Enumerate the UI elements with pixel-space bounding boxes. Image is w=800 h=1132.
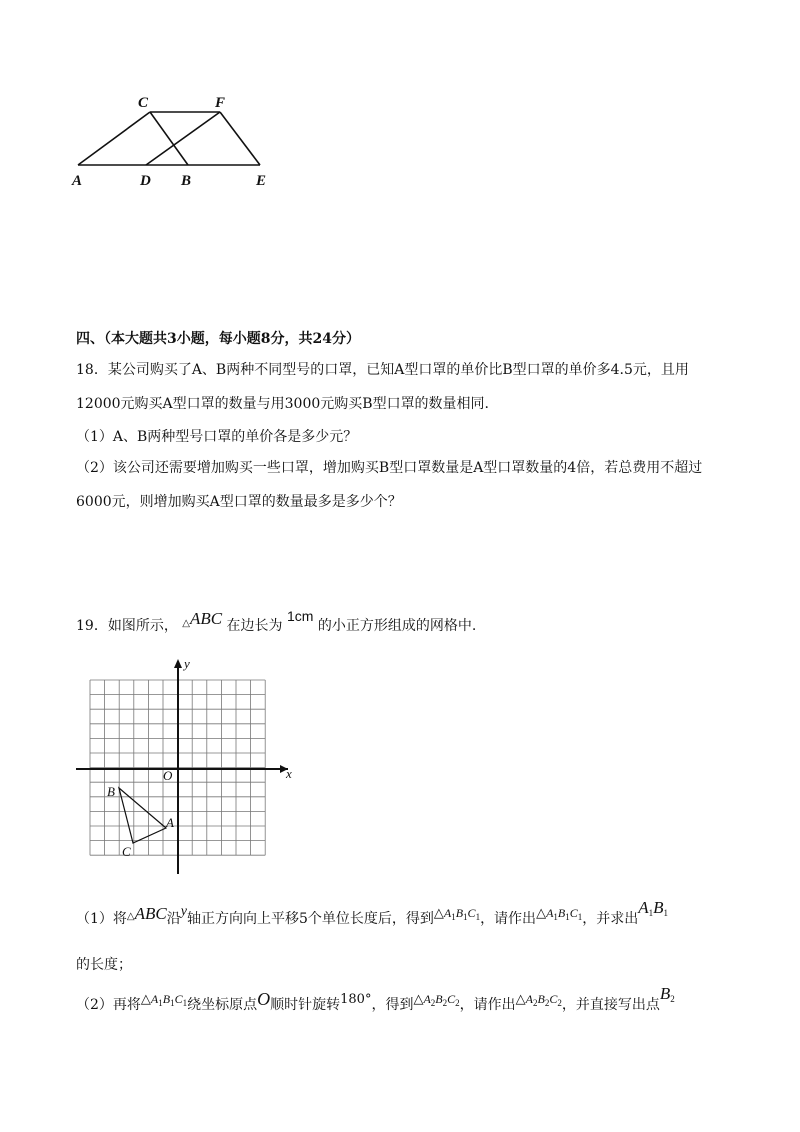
q19-part2-a: （2）再将	[76, 997, 141, 1013]
parallelogram-figure	[60, 90, 290, 190]
q19-mid: 在边长为	[226, 618, 283, 634]
segment-fe	[220, 112, 260, 165]
q19-part1-t2: $A_1B_1C_1$	[546, 906, 583, 922]
segment-ac	[78, 112, 150, 165]
q19-part2-d: ，得到	[371, 997, 414, 1013]
q19-part1-tri: ABC	[134, 904, 167, 923]
q19-part2-b: 绕坐标原点	[187, 997, 258, 1013]
triangle-symbol: △	[126, 911, 135, 922]
label-e: E	[256, 173, 267, 189]
triangle-abc	[119, 788, 166, 843]
axis-label-x: x	[286, 766, 292, 781]
point-label-b: B	[107, 784, 115, 799]
q19-part2-t3: $A_2B_2C_2$	[525, 992, 562, 1008]
q19-part2-t1: $A_1B_1C_1$	[150, 992, 188, 1008]
triangle-symbol: △	[140, 992, 151, 1007]
q19-part1-d: ，请作出	[480, 911, 537, 927]
triangle-symbol: △	[536, 906, 547, 921]
q19-suffix: 的小正方形组成的网格中.	[317, 618, 477, 634]
q19-part1-a: （1）将	[76, 911, 127, 927]
q19-stem	[76, 608, 477, 636]
q19-part1-line2: 的长度；	[76, 957, 132, 973]
q19-part1-e: ，并求出	[582, 911, 639, 927]
coordinate-grid-figure	[74, 654, 304, 879]
label-d: D	[140, 173, 151, 189]
label-b: B	[181, 173, 192, 189]
section-heading: 四、（本大题共3小题，每小题8分，共24分）	[76, 331, 360, 347]
label-a: A	[72, 173, 83, 189]
q19-part2-f: ，并直接写出点	[561, 997, 660, 1013]
origin-label: O	[163, 768, 173, 783]
y-axis-arrow-icon	[174, 659, 182, 668]
triangle-symbol: △	[413, 992, 424, 1007]
triangle-symbol: △	[433, 906, 444, 921]
q19-part2-line1	[76, 984, 675, 1019]
label-c: C	[138, 95, 149, 111]
q19-part2-t2: $A_2B_2C_2$	[423, 992, 460, 1008]
q19-part1-t1: $A_1B_1C_1$	[443, 906, 481, 922]
triangle-symbol: △	[182, 618, 190, 629]
q19-part1-axis: y	[180, 904, 187, 919]
q19-part2-c: 顺时针旋转	[270, 997, 341, 1013]
q19-part1-seg: $A_1B_1$	[638, 898, 669, 918]
label-f: F	[215, 95, 226, 111]
q18-part2-line1: （2）该公司还需要增加购买一些口罩，增加购买B型口罩数量是A型口罩数量的4倍，若总费用不超过	[76, 460, 703, 476]
q19-part1-b: 沿	[166, 911, 181, 927]
q19-part2-angle: 180°	[340, 992, 372, 1007]
q19-part2-e: ，请作出	[459, 997, 516, 1013]
q19-unit: 1cm	[287, 608, 314, 624]
point-label-a: A	[166, 815, 174, 830]
q18-part1: （1）A、B两种型号口罩的单价各是多少元？	[76, 429, 358, 445]
triangle-symbol: △	[515, 992, 526, 1007]
q19-tri-label: ABC	[189, 609, 223, 628]
q19-part2-origin: O	[257, 989, 271, 1009]
point-label-c: C	[122, 844, 131, 859]
q18-line1: 18．某公司购买了A、B两种不同型号的口罩，已知A型口罩的单价比B型口罩的单价多4.5元，且用	[76, 362, 689, 378]
q18-line2: 12000元购买A型口罩的数量与用3000元购买B型口罩的数量相同.	[76, 396, 490, 412]
q19-part2-pt: $B_2$	[659, 984, 675, 1004]
axis-label-y: y	[184, 656, 190, 671]
q19-part1-line1	[76, 898, 669, 933]
q18-part2-line2: 6000元，则增加购买A型口罩的数量最多是多少个？	[76, 494, 402, 510]
q19-prefix: 19．如图所示，	[76, 618, 178, 634]
q19-part1-c: 轴正方向向上平移5个单位长度后，得到	[186, 911, 434, 927]
